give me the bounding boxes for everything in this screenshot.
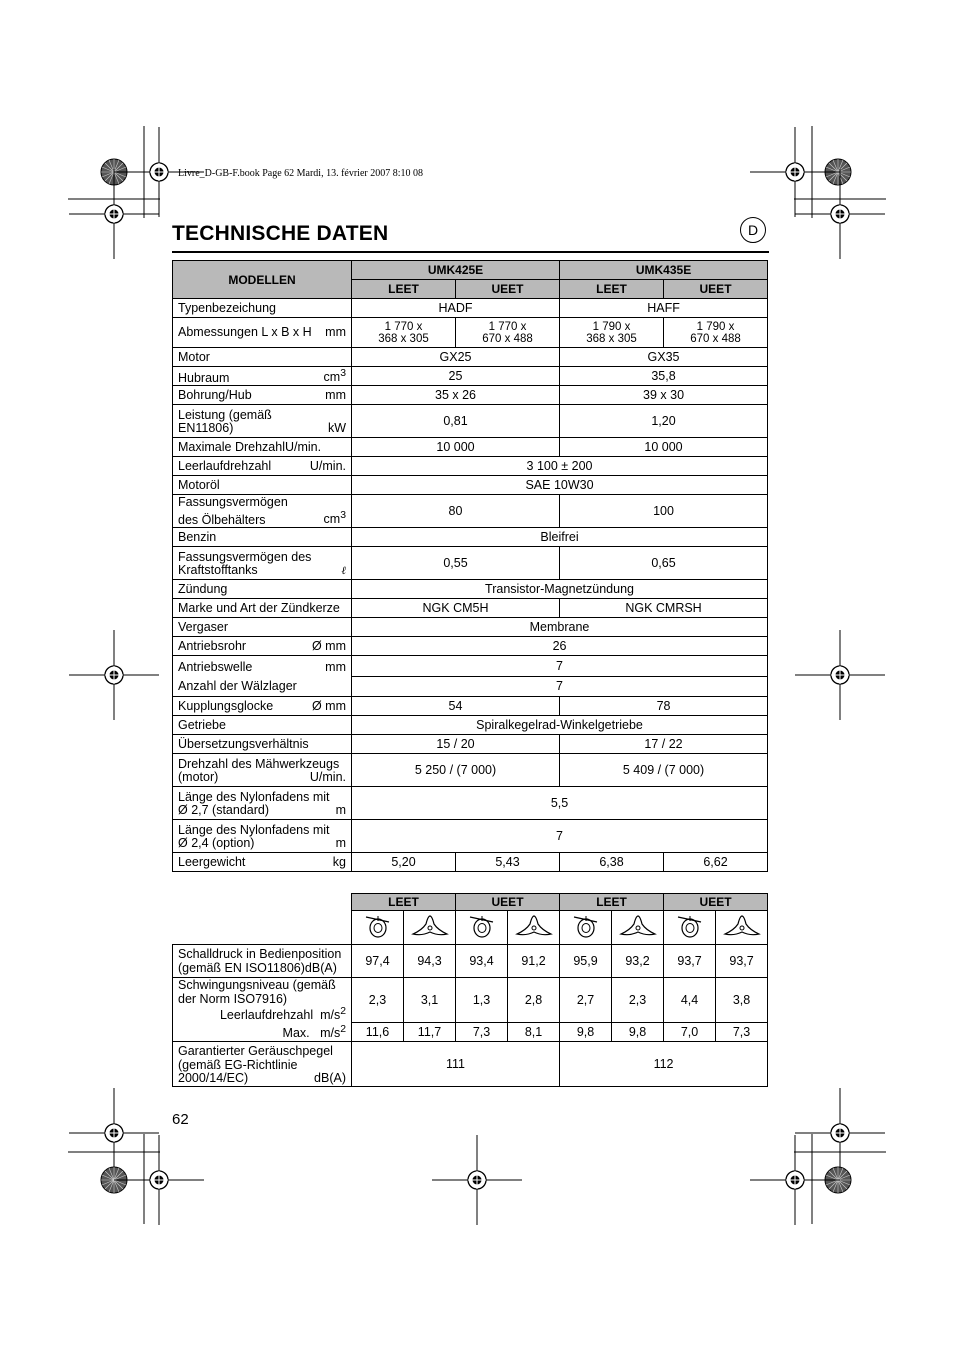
row-label: Leerlaufdrehzahl U/min. xyxy=(173,457,352,476)
row-label: Hubraum $cm^3$ xyxy=(173,367,352,386)
row-label: Leistung (gemäß EN11806) kW xyxy=(173,405,352,438)
table-row: Bohrung/Hub mm 35 x 26 39 x 30 xyxy=(173,386,768,405)
row-label: Benzin xyxy=(173,528,352,547)
table-row: Garantierter Geräuschpegel (gemäß EG-Richtlinie 2000/14/EC) dB(A) 111 112 xyxy=(173,1042,768,1087)
row-label: Schwingungsniveau (gemäß der Norm ISO7916) Leerlaufdrehzahl $m/s^2$ xyxy=(173,978,352,1023)
table-row: Leergewicht kg 5,20 5,43 6,38 6,62 xyxy=(173,853,768,872)
spec-table xyxy=(172,260,768,872)
blade-icon xyxy=(508,911,560,945)
table-row: Kupplungsglocke Ø mm 54 78 xyxy=(173,697,768,716)
table-row: 7 xyxy=(173,676,768,697)
row-label: Maximale DrehzahlU/min. xyxy=(173,438,352,457)
variant-header: UEET xyxy=(664,280,768,299)
model-name: UMK435E xyxy=(560,261,768,280)
row-label: Getriebe xyxy=(173,716,352,735)
table-row: Maximale DrehzahlU/min. 10 000 10 000 xyxy=(173,438,768,457)
row-label: Bohrung/Hub mm xyxy=(173,386,352,405)
row-label: Kupplungsglocke Ø mm xyxy=(173,697,352,716)
table-row: Übersetzungsverhältnis 15 / 20 17 / 22 xyxy=(173,735,768,754)
row-label: Vergaser xyxy=(173,618,352,637)
variant-header: LEET xyxy=(352,280,456,299)
model-name: UMK425E xyxy=(352,261,560,280)
table-row: Antriebswelle mm Anzahl der Wälzlager 7 xyxy=(173,656,768,677)
row-label: Länge des Nylonfadens mit Ø 2,4 (option) m xyxy=(173,820,352,853)
table-row: Schalldruck in Bedienposition (gemäß EN ISO11806)dB(A) 97,4 94,3 93,4 91,2 95,9 93,2 93,7 93,7 xyxy=(173,945,768,978)
table-row: Fassungsvermögen des Kraftstofftanks ℓ 0,55 0,65 xyxy=(173,547,768,580)
row-label: Leergewicht kg xyxy=(173,853,352,872)
row-label: Motor xyxy=(173,348,352,367)
table-row: Länge des Nylonfadens mit Ø 2,4 (option) m 7 xyxy=(173,820,768,853)
table-row: Benzin Bleifrei xyxy=(173,528,768,547)
table-row: Getriebe Spiralkegelrad-Winkelgetriebe xyxy=(173,716,768,735)
blade-icon xyxy=(716,911,768,945)
table-row: Hubraum $cm^3$ 25 35,8 xyxy=(173,367,768,386)
table-row: Drehzahl des Mähwerkzeugs (motor) U/min. 5 250 / (7 000) 5 409 / (7 000) xyxy=(173,754,768,787)
row-label: Max. $m/s^2$ xyxy=(173,1023,352,1042)
table-row: Abmessungen L x B x H mm 1 770 x 368 x 305 1 770 x 670 x 488 1 790 x 368 x 305 1 790 x 670 x 488 xyxy=(173,318,768,348)
row-label: Typenbezeichung xyxy=(173,299,352,318)
table-row: Motor GX25 GX35 xyxy=(173,348,768,367)
table-row: Max. $m/s^2$ 11,6 11,7 7,3 8,1 9,8 9,8 7,0 7,3 xyxy=(173,1023,768,1042)
table-row: Typenbezeichung HADF HAFF xyxy=(173,299,768,318)
nylon-head-icon xyxy=(352,911,404,945)
page-number: 62 xyxy=(172,1111,189,1128)
variant-header: LEET xyxy=(560,280,664,299)
title-rule xyxy=(172,251,769,253)
blade-icon xyxy=(404,911,456,945)
table-row: Leistung (gemäß EN11806) kW 0,81 1,20 xyxy=(173,405,768,438)
variant-header: UEET xyxy=(456,280,560,299)
row-label: Länge des Nylonfadens mit Ø 2,7 (standard) m xyxy=(173,787,352,820)
row-label: Marke und Art der Zündkerze xyxy=(173,599,352,618)
table-row: Motoröl SAE 10W30 xyxy=(173,476,768,495)
row-label: Drehzahl des Mähwerkzeugs (motor) U/min. xyxy=(173,754,352,787)
table-row: Fassungsvermögen des Ölbehälters $cm^3$ 80 100 xyxy=(173,495,768,528)
print-header: Livre_D-GB-F.book Page 62 Mardi, 13. février 2007 8:10 08 xyxy=(178,168,423,179)
table-row: Marke und Art der Zündkerze NGK CM5H NGK CMRSH xyxy=(173,599,768,618)
variant-header: UEET xyxy=(456,894,560,911)
table-row: Vergaser Membrane xyxy=(173,618,768,637)
row-label: Garantierter Geräuschpegel (gemäß EG-Richtlinie 2000/14/EC) dB(A) xyxy=(173,1042,352,1087)
row-label: Zündung xyxy=(173,580,352,599)
row-label: Abmessungen L x B x H mm xyxy=(173,318,352,348)
row-label: Übersetzungsverhältnis xyxy=(173,735,352,754)
variant-header: LEET xyxy=(352,894,456,911)
table-row: Länge des Nylonfadens mit Ø 2,7 (standard) m 5,5 xyxy=(173,787,768,820)
table-row: Schwingungsniveau (gemäß der Norm ISO7916) Leerlaufdrehzahl $m/s^2$ 2,3 3,1 1,3 2,8 2,7 2,3 4,4 3,8 xyxy=(173,978,768,1023)
noise-table xyxy=(172,893,768,1087)
blade-icon xyxy=(612,911,664,945)
variant-header: UEET xyxy=(664,894,768,911)
table-row: Zündung Transistor-Magnetzündung xyxy=(173,580,768,599)
nylon-head-icon xyxy=(456,911,508,945)
row-label: Fassungsvermögen des Ölbehälters $cm^3$ xyxy=(173,495,352,528)
nylon-head-icon xyxy=(664,911,716,945)
page-title: TECHNISCHE DATEN xyxy=(172,222,389,245)
row-label: Schalldruck in Bedienposition (gemäß EN ISO11806)dB(A) xyxy=(173,945,352,978)
row-label: Antriebsrohr Ø mm xyxy=(173,637,352,656)
nylon-head-icon xyxy=(560,911,612,945)
variant-header: LEET xyxy=(560,894,664,911)
table-row: Leerlaufdrehzahl U/min. 3 100 ± 200 xyxy=(173,457,768,476)
row-label: Fassungsvermögen des Kraftstofftanks ℓ xyxy=(173,547,352,580)
table-row: Antriebsrohr Ø mm 26 xyxy=(173,637,768,656)
row-label: Antriebswelle mm Anzahl der Wälzlager xyxy=(173,656,352,697)
row-label: Motoröl xyxy=(173,476,352,495)
language-badge: D xyxy=(740,217,766,243)
model-header: MODELLEN xyxy=(173,261,352,299)
